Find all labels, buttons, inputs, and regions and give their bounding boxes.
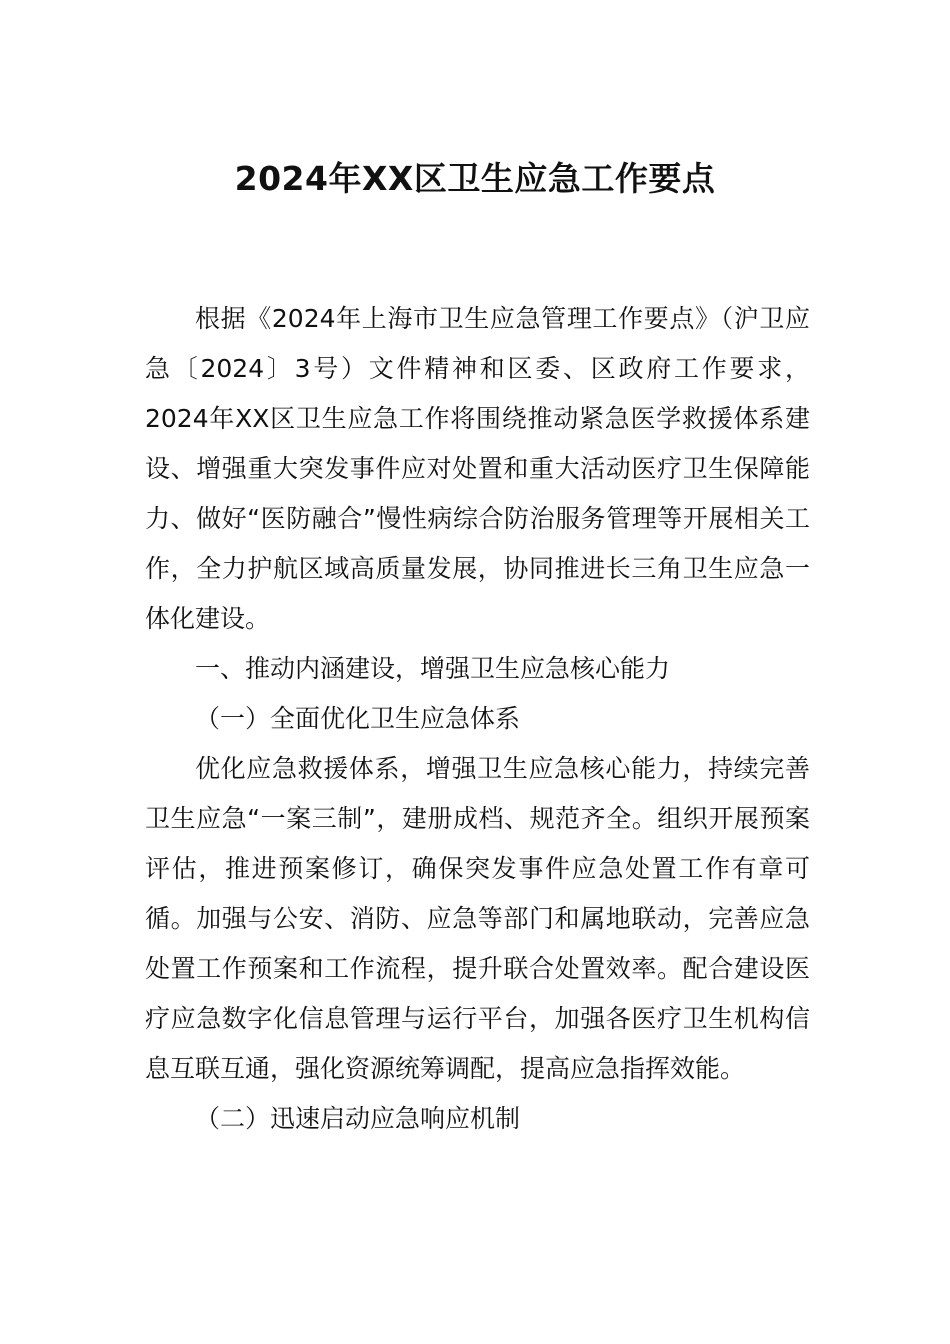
body-paragraph-1: 优化应急救援体系，增强卫生应急核心能力，持续完善卫生应急“一案三制”，建册成档、规范齐全。组织开展预案评估，推进预案修订，确保突发事件应急处置工作有章可循。加强与公安、消防、应急等部门和属地联动，完善应急处置工作预案和工作流程，提升联合处置效率。配合建设医疗应急数字化信息管理与运行平台，加强各医疗卫生机构信息互联互通，强化资源统筹调配，提高应急指挥效能。	[145, 754, 810, 1083]
document-title: 2024年XX区卫生应急工作要点	[234, 159, 716, 198]
subsection-heading-1: （一）全面优化卫生应急体系	[195, 704, 521, 733]
intro-paragraph: 根据《2024年上海市卫生应急管理工作要点》（沪卫应急〔2024〕3号）文件精神和区委、区政府工作要求，2024年XX区卫生应急工作将围绕推动紧急医学救援体系建设、增强重大突发事件应对处置和重大活动医疗卫生保障能力、做好“医防融合”慢性病综合防治服务管理等开展相关工作，全力护航区域高质量发展，协同推进长三角卫生应急一体化建设。	[145, 304, 810, 633]
document-body	[145, 294, 810, 1144]
section-heading-1: 一、推动内涵建设，增强卫生应急核心能力	[195, 654, 671, 683]
subsection-heading-2: （二）迅速启动应急响应机制	[195, 1104, 521, 1133]
